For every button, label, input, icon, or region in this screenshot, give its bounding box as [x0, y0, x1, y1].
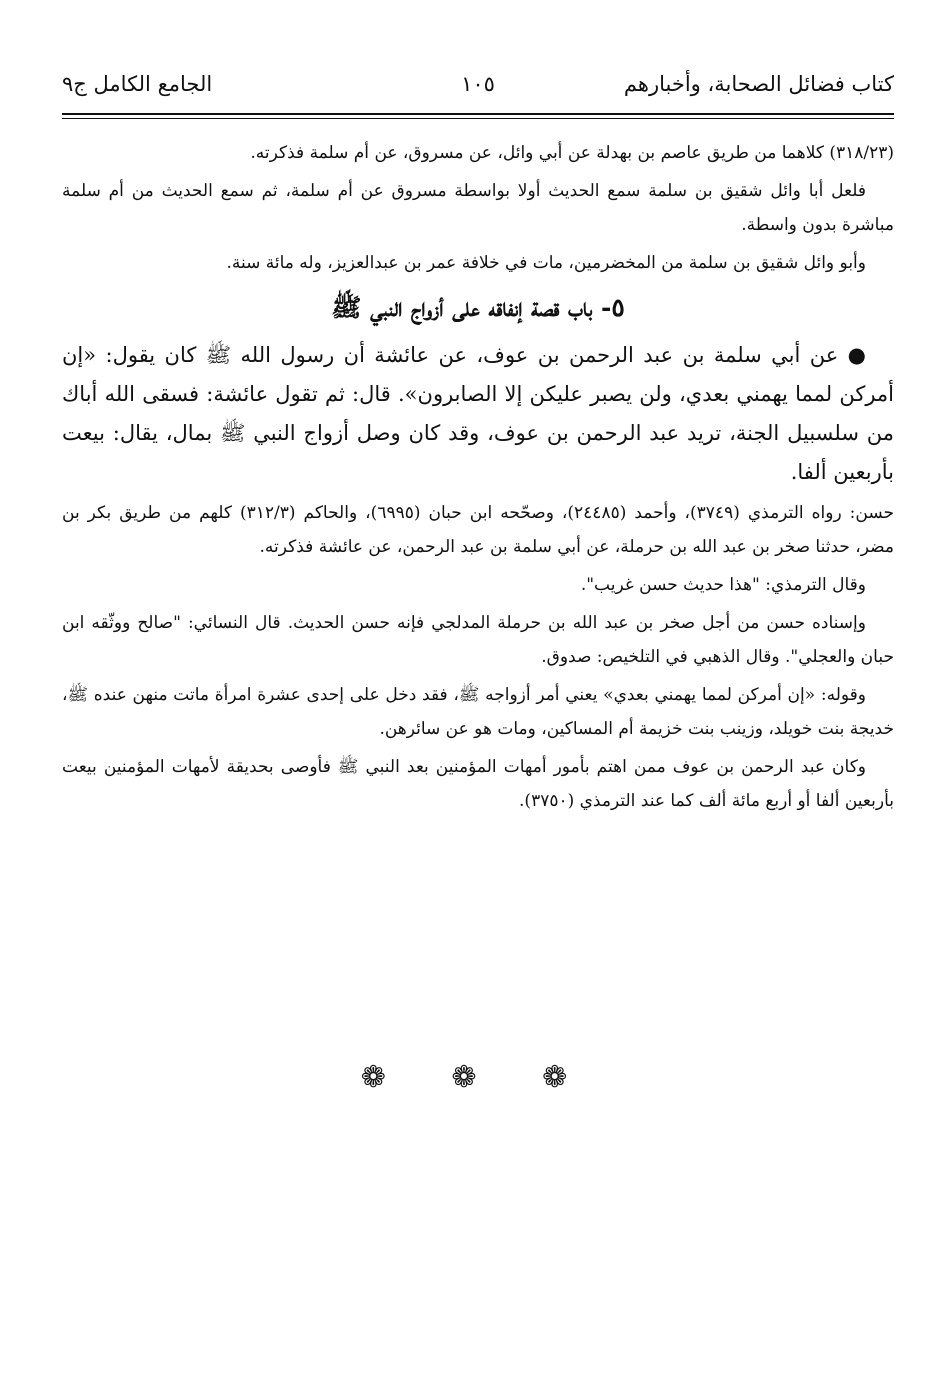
page-number: ١٠٥: [461, 72, 495, 96]
header-book-title: كتاب فضائل الصحابة، وأخبارهم: [623, 72, 894, 96]
end-ornaments: ❁ ❁ ❁: [360, 1060, 596, 1095]
paragraph-commentary: وأبو وائل شقيق بن سلمة من المخضرمين، مات في خلافة عمر بن عبدالعزيز، وله مائة سنة.: [226, 253, 866, 273]
takhrij-paragraph: حسن: رواه الترمذي (٣٧٤٩)، وأحمد (٢٤٤٨٥)، وصحّحه ابن حبان (٦٩٩٥)، والحاكم (٣١٢/٣) كلهم من طريق بكر بن مضر، حدثنا صخر بن عبد الله بن حرملة، عن أبي سلمة بن عبد الرحمن، عن عائشة فذكرته.: [62, 503, 895, 557]
hadith-text: ● عن أبي سلمة بن عبد الرحمن بن عوف، عن عائشة أن رسول الله ﷺ كان يقول: «إن أمركن لمما يهمني بعدي، ولن يصبر عليكن إلا الصابرون». قال: ثم تقول عائشة: فسقى الله أباك من سلسبيل الجنة، تريد عبد الرحمن بن عوف، وقد كان وصل أزواج النبي ﷺ بمال، يقال: بيعت بأربعين ألفا.: [62, 343, 894, 484]
header-rule-thin: [62, 118, 894, 119]
paragraph-footnote-continuation: (٣١٨/٢٣) كلاهما من طريق عاصم بن بهدلة عن أبي وائل، عن مسروق، عن أم سلمة فذكرته.: [250, 143, 894, 163]
page-body: [62, 136, 894, 818]
header-rule-thick: [62, 113, 894, 115]
commentary-paragraph: وقال الترمذي: "هذا حديث حسن غريب".: [580, 575, 866, 595]
paragraph-commentary: فلعل أبا وائل شقيق بن سلمة سمع الحديث أولا بواسطة مسروق عن أم سلمة، ثم سمع الحديث من أم سلمة مباشرة بدون واسطة.: [62, 181, 894, 235]
header-volume-title: الجامع الكامل ج٩: [62, 72, 213, 96]
commentary-paragraph: وإسناده حسن من أجل صخر بن عبد الله بن حرملة المدلجي فإنه حسن الحديث. قال النسائي: "صالح ووثّقه ابن حبان والعجلي". وقال الذهبي في التلخيص: صدوق.: [62, 613, 894, 667]
commentary-paragraph: وقوله: «إن أمركن لمما يهمني بعدي» يعني أمر أزواجه ﷺ، فقد دخل على إحدى عشرة امرأة ماتت منهن عنده ﷺ، خديجة بنت خويلد، وزينب بنت خزيمة أم المساكين، ومات هو عن سائرهن.: [62, 685, 894, 739]
commentary-paragraph: وكان عبد الرحمن بن عوف ممن اهتم بأمور أمهات المؤمنين بعد النبي ﷺ فأوصى بحديقة لأمهات المؤمنين بيعت بأربعين ألفا أو أربع مائة ألف كما عند الترمذي (٣٧٥٠).: [62, 757, 894, 811]
running-header: [62, 72, 894, 102]
section-heading: ٥- باب قصة إنفاقه على أزواج النبي ﷺ: [331, 293, 625, 322]
